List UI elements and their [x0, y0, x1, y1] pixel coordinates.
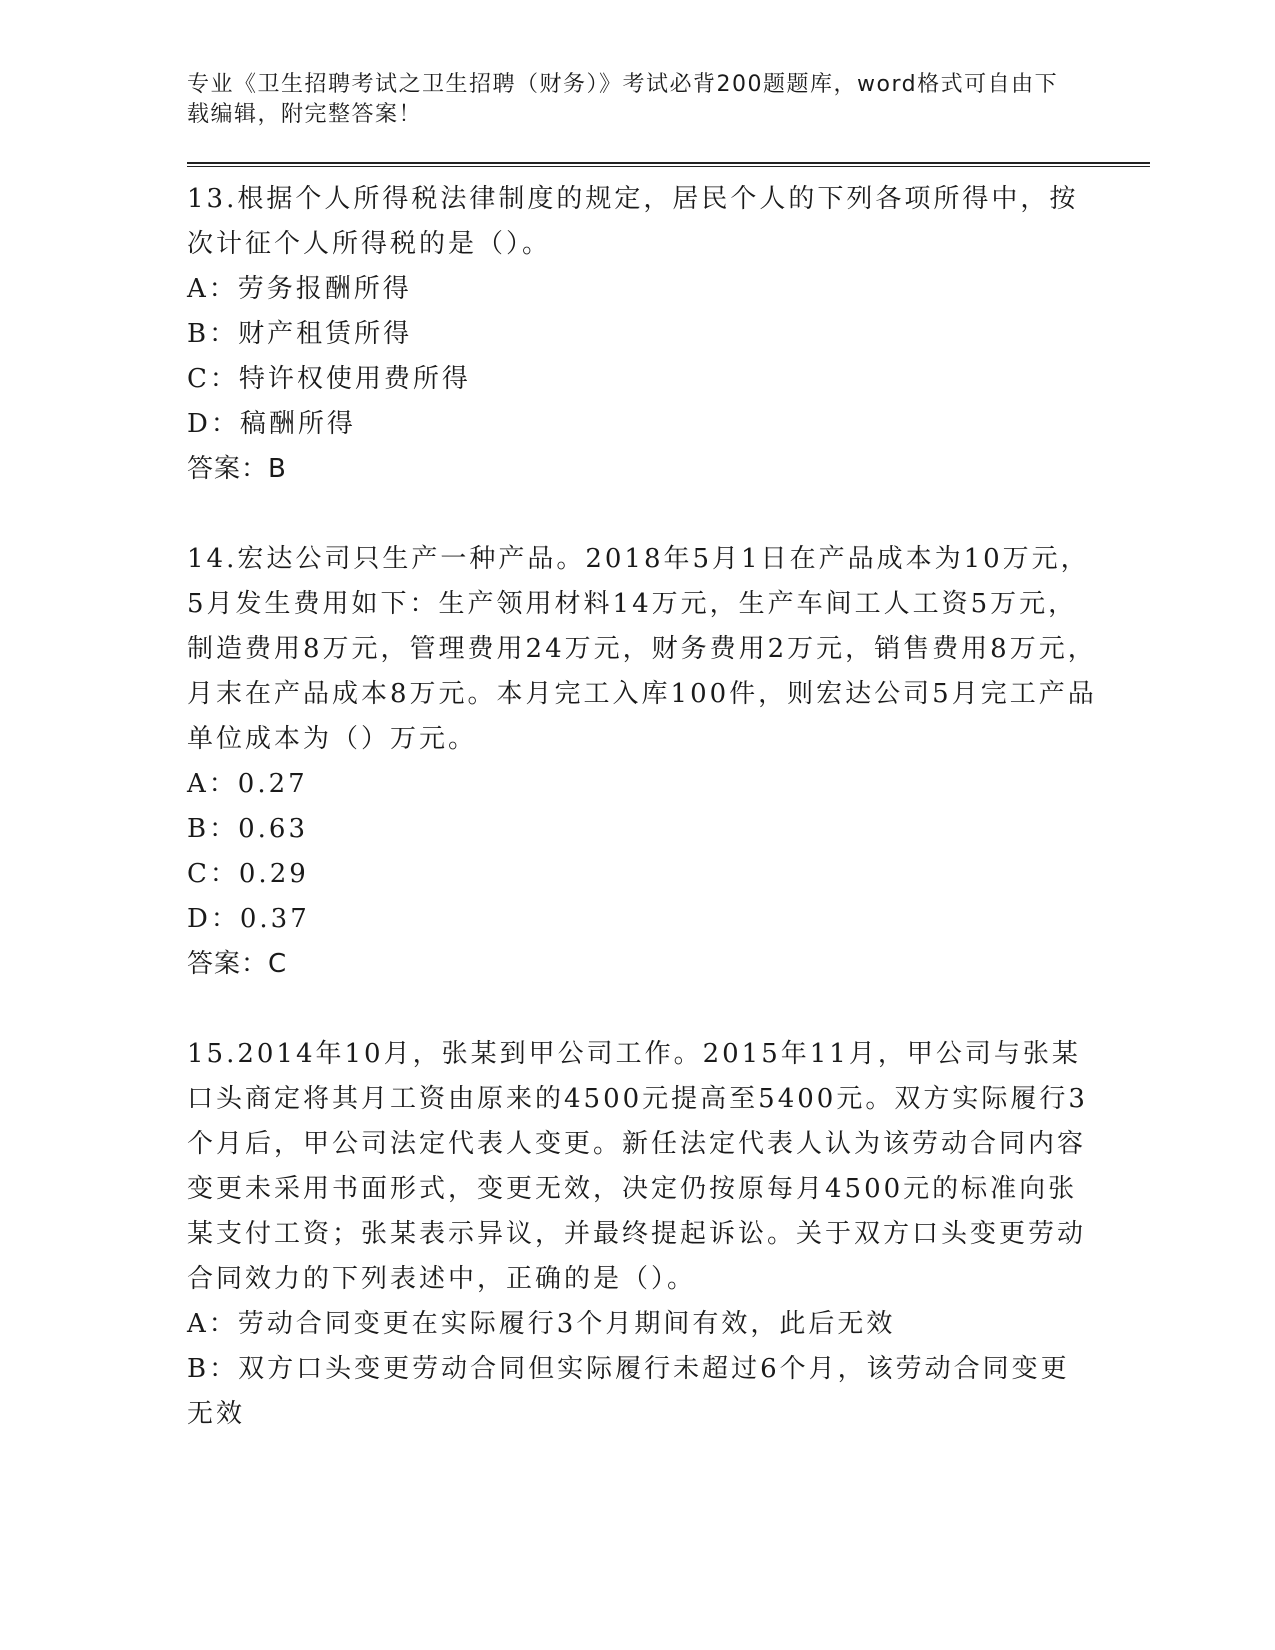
- option-a: A：0.27: [187, 769, 308, 799]
- option-b: B：双方口头变更劳动合同但实际履行未超过6个月，该劳动合同变更无效: [187, 1354, 1070, 1429]
- answer-text: 答案：C: [187, 949, 288, 979]
- option-d: D：0.37: [187, 904, 310, 934]
- question-15: [187, 1032, 1097, 1437]
- option-b: B：财产租赁所得: [187, 319, 413, 349]
- question-13: [187, 177, 1097, 492]
- question-stem: 13.根据个人所得税法律制度的规定，居民个人的下列各项所得中，按次计征个人所得税的是（）。: [187, 184, 1079, 259]
- header-divider: [187, 162, 1150, 167]
- option-a: A：劳务报酬所得: [187, 274, 412, 304]
- document-page: [187, 70, 1147, 1437]
- question-14: [187, 537, 1097, 987]
- document-header: 专业《卫生招聘考试之卫生招聘（财务）》考试必背200题题库，word格式可自由下载编辑，附完整答案！: [187, 72, 1059, 127]
- spacer: [187, 987, 1147, 1032]
- question-stem: 14.宏达公司只生产一种产品。2018年5月1日在产品成本为10万元，5月发生费用如下：生产领用材料14万元，生产车间工人工资5万元，制造费用8万元，管理费用24万元，财务费用2万元，销售费用8万元，月末在产品成本8万元。本月完工入库100件，则宏达公司5月完工产品单位成本为（）万元。: [187, 544, 1097, 754]
- question-stem: 15.2014年10月，张某到甲公司工作。2015年11月，甲公司与张某口头商定将其月工资由原来的4500元提高至5400元。双方实际履行3个月后，甲公司法定代表人变更。新任法定代表人认为该劳动合同内容变更未采用书面形式，变更无效，决定仍按原每月4500元的标准向张某支付工资；张某表示异议，并最终提起诉讼。关于双方口头变更劳动合同效力的下列表述中，正确的是（）。: [187, 1039, 1088, 1294]
- spacer: [187, 492, 1147, 537]
- answer-text: 答案：B: [187, 454, 287, 484]
- option-c: C：0.29: [187, 859, 309, 889]
- option-c: C：特许权使用费所得: [187, 364, 471, 394]
- option-a: A：劳动合同变更在实际履行3个月期间有效，此后无效: [187, 1309, 896, 1339]
- option-b: B：0.63: [187, 814, 308, 844]
- option-d: D：稿酬所得: [187, 409, 356, 439]
